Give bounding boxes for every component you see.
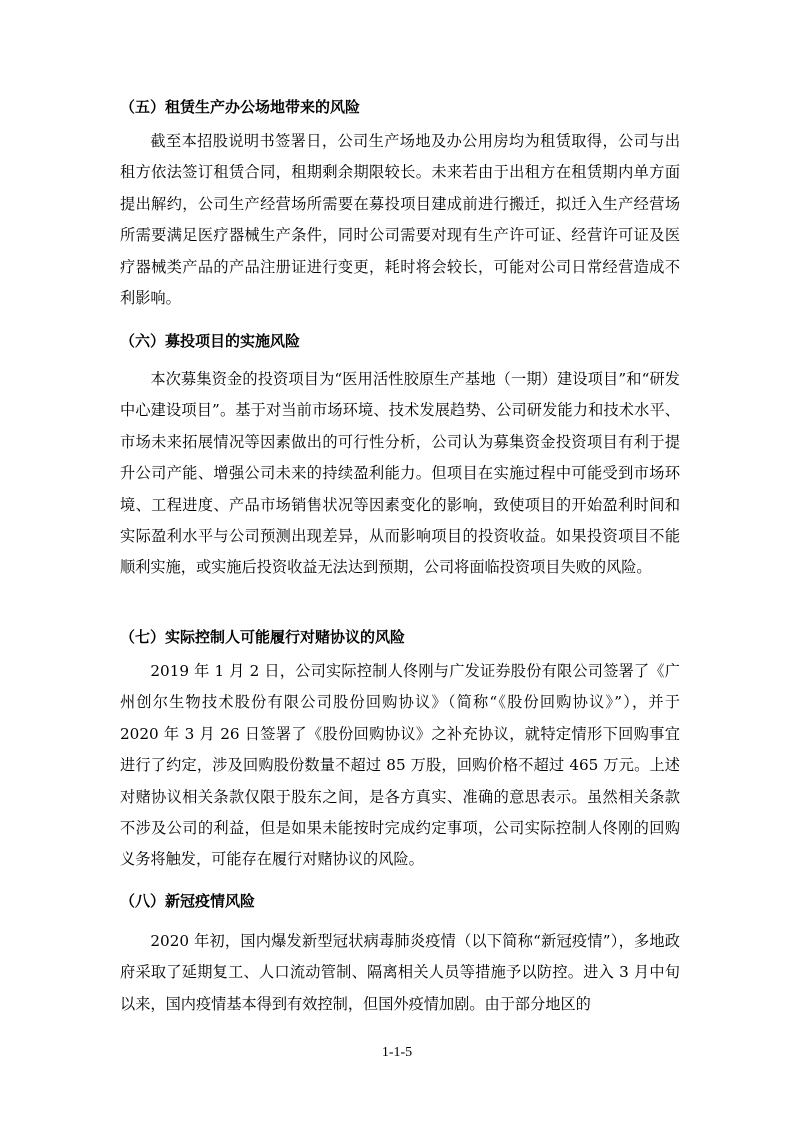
section-heading-5: （五）租赁生产办公场地带来的风险 [120,98,361,116]
section-body-7: 2019 年 1 月 2 日，公司实际控制人佟刚与广发证券股份有限公司签署了《广州创尔生物技术股份有限公司股份回购协议》（简称“《股份回购协议》”），并于 2020 年 3 月 26 日签署了《股份回购协议》之补充协议，就特定情形下回购事宜进行了约定，涉及回购股份数量不超过 85 万股，回购价格不超过 465 万元。上述对赌协议相关条款仅限于股东之间，是各方真实、准确的意思表示。虽然相关条款不涉及公司的利益，但是如果未能按时完成约定事项，公司实际控制人佟刚的回购义务将触发，可能存在履行对赌协议的风险。 [120,662,680,869]
section-body-8: 2020 年初，国内爆发新型冠状病毒肺炎疫情（以下简称“新冠疫情”），多地政府采取了延期复工、人口流动管制、隔离相关人员等措施予以防控。进入 3 月中旬以来，国内疫情基本得到有效控制，但国外疫情加剧。由于部分地区的 [120,932,680,1013]
page-number: 1-1-5 [381,1045,413,1060]
section-heading-6: （六）募投项目的实施风险 [120,332,301,350]
section-heading-7: （七）实际控制人可能履行对赌协议的风险 [120,628,406,646]
section-body-5: 截至本招股说明书签署日，公司生产场地及办公用房均为租赁取得，公司与出租方依法签订租赁合同，租期剩余期限较长。未来若由于出租方在租赁期内单方面提出解约，公司生产经营场所需要在募投项目建成前进行搬迁，拟迁入生产经营场所需要满足医疗器械生产条件，同时公司需要对现有生产许可证、经营许可证及医疗器械类产品的产品注册证进行变更，耗时将会较长，可能对公司日常经营造成不利影响。 [120,132,680,308]
section-heading-8: （八）新冠疫情风险 [120,892,256,910]
section-body-6: 本次募集资金的投资项目为“医用活性胶原生产基地（一期）建设项目”和“研发中心建设项目”。基于对当前市场环境、技术发展趋势、公司研发能力和技术水平、市场未来拓展情况等因素做出的可行性分析，公司认为募集资金投资项目有利于提升公司产能、增强公司未来的持续盈利能力。但项目在实施过程中可能受到市场环境、工程进度、产品市场销售状况等因素变化的影响，致使项目的开始盈利时间和实际盈利水平与公司预测出现差异，从而影响项目的投资收益。如果投资项目不能顺利实施，或实施后投资收益无法达到预期，公司将面临投资项目失败的风险。 [120,370,680,577]
